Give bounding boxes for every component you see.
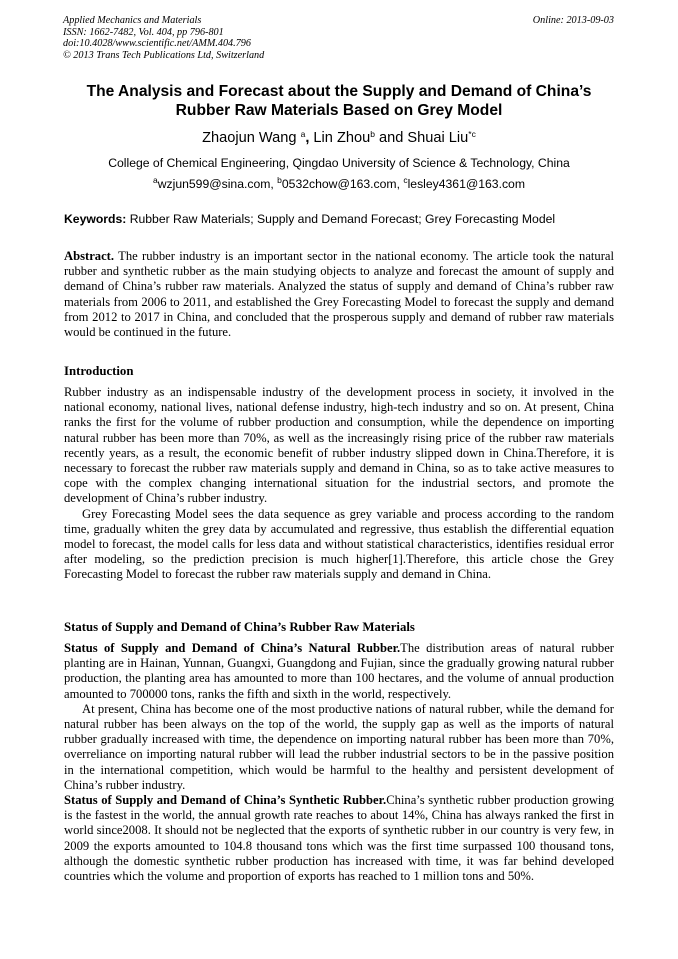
author-separator-2: and xyxy=(374,130,408,146)
copyright-line: © 2013 Trans Tech Publications Ltd, Switzerland xyxy=(63,49,265,61)
journal-name: Applied Mechanics and Materials xyxy=(63,15,202,26)
status-section-body xyxy=(64,641,614,884)
author-2-affil-mark: b xyxy=(370,129,375,139)
email-a[interactable]: wzjun599@sina.com, xyxy=(157,177,278,191)
synthetic-rubber-subheading: Status of Supply and Demand of China’s Synthetic Rubber. xyxy=(64,793,387,808)
author-3-affil-mark: *c xyxy=(468,129,476,139)
title-line-2: Rubber Raw Materials Based on Grey Model xyxy=(175,102,503,119)
author-2: Lin Zhou xyxy=(313,130,371,146)
natural-rubber-subheading: Status of Supply and Demand of China’s Natural Rubber. xyxy=(64,641,401,655)
affiliation: College of Chemical Engineering, Qingdao University of Science & Technology, China xyxy=(108,156,570,170)
author-1-affil-mark: a xyxy=(300,129,306,139)
intro-paragraph-1: Rubber industry as an indispensable industry of the development process in society, it involved in the national economy, national lives, national defense industry, high-tech industry and so on. At present, China ranks the first for the volume of rubber production and consumption, while the dependence on importing natural rubber has been more than 70%, as well as the increasingly rising price of the rubber raw materials recently years, as a result, the economic benefit of rubber industry slipped down in China.Therefore, it is necessary to forecast the rubber raw materials supply and demand in China, so as to take active measures to cope with the complex changing international situation for the industrial sectors, and promote the development of China’s rubber industry. xyxy=(64,385,614,506)
abstract-text: The rubber industry is an important sector in the national economy. The article took the natural rubber and synthetic rubber as the main studying objects to analyze and forecast the amount of supply and demand of China’s rubber raw materials. Analyzed the status of supply and demand of China’s rubber raw materials from 2006 to 2011, and established the Grey Forecasting Model to forecast the supply and demand from 2012 to 2017 in China, and concluded that the prosperous supply and demand of rubber raw materials would be continued in the future. xyxy=(64,249,614,340)
introduction-heading: Introduction xyxy=(64,364,134,378)
author-list xyxy=(60,129,618,147)
intro-paragraph-2: Grey Forecasting Model sees the data sequence as grey variable and process according to the random time, gradually whiten the grey data by accumulated and regressive, thus establish the differential equation model to forecast, the model calls for less data and without statistical characteristics, identifies residual error after modeling, so the prediction precision is much higher[1].Therefore, this article chose the Grey Forecasting Model to forecast the rubber raw materials supply and demand in China. xyxy=(64,506,614,582)
keywords-label: Keywords: xyxy=(64,212,127,226)
author-emails xyxy=(60,177,618,192)
abstract xyxy=(64,249,614,340)
doi-line: doi:10.4028/www.scientific.net/AMM.404.796 xyxy=(63,38,251,50)
journal-header xyxy=(63,15,264,61)
keywords-text: Rubber Raw Materials; Supply and Demand Forecast; Grey Forecasting Model xyxy=(126,212,556,226)
introduction-body xyxy=(64,385,614,583)
author-3: Shuai Liu xyxy=(407,130,469,146)
author-1: Zhaojun Wang xyxy=(202,130,297,146)
status-section-heading: Status of Supply and Demand of China’s Rubber Raw Materials xyxy=(64,620,415,634)
email-b-mark: b xyxy=(277,175,282,185)
keywords xyxy=(64,212,616,227)
synthetic-rubber-paragraph: China’s synthetic rubber production growing is the fastest in the world, the annual growth rate reaches to about 14%, China has always ranked the first in world since2008. It should not be neglected that the exports of synthetic rubber in our country is very few, in 2009 the exports amounted to 104.8 thousand tons which was the first time surpassed 100 thousand tons, although the domestic synthetic rubber production has increased with time, it was far behind developed countries which the volume and proportion of exports has reached to 1 million tons and 50%. xyxy=(64,793,615,884)
paper-title xyxy=(60,82,618,120)
online-date: Online: 2013-09-03 xyxy=(532,15,614,26)
natural-rubber-paragraph-1: The distribution areas of natural rubber planting are in Hainan, Yunnan, Guangxi, Guangdong and Fujian, since the gradually growing natural rubber production, the planting area has amounted to more than 100 hectares, and the volume of annual production amounted to 700000 tons, ranks the fifth and sixth in the world, respectively. xyxy=(64,641,614,701)
author-separator-1: , xyxy=(305,130,314,146)
issn-line: ISSN: 1662-7482, Vol. 404, pp 796-801 xyxy=(63,26,224,38)
email-b[interactable]: 0532chow@163.com, xyxy=(281,177,404,191)
email-a-mark: a xyxy=(153,175,158,185)
email-c[interactable]: lesley4361@163.com xyxy=(407,177,525,191)
natural-rubber-paragraph-2: At present, China has become one of the most productive nations of natural rubber, while the demand for natural rubber has been always on the top of the world, the supply gap as well as the imports of natural rubber gradually increased with time, the dependence on importing natural rubber has been more than 70%, overreliance on importing natural rubber will lead the rubber industrial sectors to be in the passive position in the international competition, which would be harmful to the healthy and persistent development of China’s rubber industry. xyxy=(64,701,614,792)
email-c-mark: c xyxy=(403,175,408,185)
abstract-label: Abstract. xyxy=(64,249,115,263)
title-line-1: The Analysis and Forecast about the Supply and Demand of China’s xyxy=(86,83,592,100)
